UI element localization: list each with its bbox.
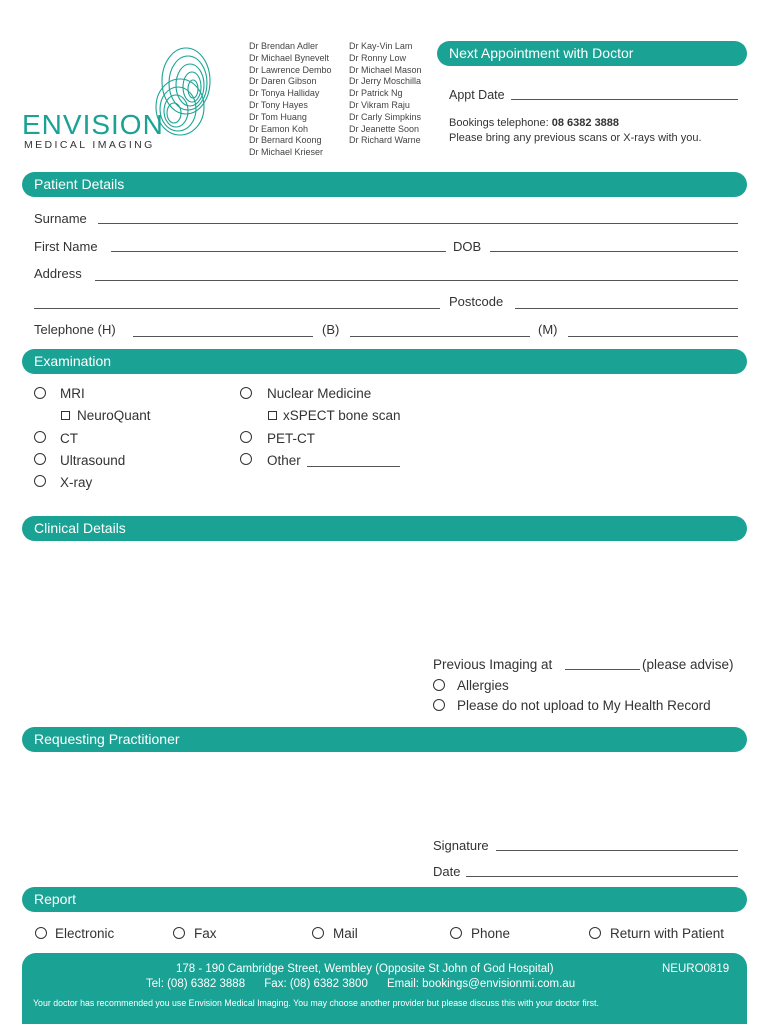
address-field-line1[interactable]	[95, 280, 738, 281]
previous-imaging-field[interactable]	[565, 669, 640, 670]
mri-radio[interactable]	[34, 387, 46, 399]
examination-header: Examination	[22, 349, 747, 374]
signature-label: Signature	[433, 838, 489, 853]
footer-form-code: NEURO0819	[662, 963, 730, 975]
report-phone-radio[interactable]	[450, 927, 462, 939]
pet-ct-radio[interactable]	[240, 431, 252, 443]
telephone-mobile-field[interactable]	[568, 336, 738, 337]
first-name-label: First Name	[34, 239, 98, 254]
telephone-business-label: (B)	[322, 322, 340, 337]
doctor-name: Dr Eamon Koh	[249, 123, 309, 134]
telephone-home-label: Telephone (H)	[34, 322, 116, 337]
appt-date-field[interactable]	[511, 99, 738, 100]
report-fax-radio[interactable]	[173, 927, 185, 939]
other-label: Other	[267, 453, 301, 468]
doctor-name: Dr Tony Hayes	[249, 99, 308, 110]
doctor-name: Dr Patrick Ng	[349, 88, 403, 99]
doctors-list-col2	[349, 41, 422, 147]
doctor-name: Dr Brendan Adler	[249, 41, 319, 51]
address-label: Address	[34, 266, 82, 281]
doctor-name: Dr Tom Huang	[249, 111, 307, 122]
report-mail-radio[interactable]	[312, 927, 324, 939]
neuroquant-label: NeuroQuant	[77, 408, 151, 423]
ultrasound-label: Ultrasound	[60, 453, 126, 468]
neuroquant-checkbox[interactable]	[61, 411, 70, 420]
footer-contact: Tel: (08) 6382 3888 Fax: (08) 6382 3800 Email: bookings@envisionmi.com.au	[146, 978, 576, 990]
postcode-field[interactable]	[515, 308, 738, 309]
doctor-name: Dr Jerry Moschilla	[349, 76, 422, 87]
date-label: Date	[433, 864, 461, 879]
allergies-label: Allergies	[457, 678, 509, 693]
bookings-label: Bookings telephone:	[449, 117, 549, 129]
logo-tagline: MEDICAL IMAGING	[24, 139, 155, 151]
footer-disclaimer: Your doctor has recommended you use Envision Medical Imaging. You may choose another provider but please discuss this with your doctor first.	[33, 998, 599, 1008]
xspect-label: xSPECT bone scan	[283, 408, 401, 423]
doctors-list-col1	[249, 41, 332, 159]
nuclear-medicine-radio[interactable]	[240, 387, 252, 399]
surname-field[interactable]	[98, 223, 738, 224]
telephone-business-field[interactable]	[350, 336, 530, 337]
doctor-name: Dr Jeanette Soon	[349, 123, 420, 134]
previous-imaging-label: Previous Imaging at	[433, 657, 553, 672]
report-electronic-label: Electronic	[55, 926, 115, 941]
dob-label: DOB	[453, 239, 482, 254]
patient-details-header: Patient Details	[22, 172, 747, 197]
requesting-practitioner-header: Requesting Practitioner	[22, 727, 747, 752]
doctor-name: Dr Vikram Raju	[349, 99, 410, 110]
ultrasound-radio[interactable]	[34, 453, 46, 465]
doctor-name: Dr Kay-Vin Lam	[349, 41, 413, 51]
doctor-name: Dr Daren Gibson	[249, 76, 317, 87]
doctor-name: Dr Michael Mason	[349, 64, 422, 75]
doctor-name: Dr Tonya Halliday	[249, 88, 320, 99]
footer-address: 178 - 190 Cambridge Street, Wembley (Opposite St John of God Hospital)	[176, 963, 554, 975]
bookings-line	[449, 117, 619, 129]
doctor-name: Dr Lawrence Dembo	[249, 64, 332, 75]
dob-field[interactable]	[490, 251, 738, 252]
xray-radio[interactable]	[34, 475, 46, 487]
doctor-name: Dr Ronny Low	[349, 52, 407, 63]
please-advise-label: (please advise)	[642, 657, 734, 672]
doctor-name: Dr Michael Krieser	[249, 147, 324, 158]
no-upload-label: Please do not upload to My Health Record	[457, 698, 711, 713]
other-field[interactable]	[307, 466, 400, 467]
report-header: Report	[22, 887, 747, 912]
telephone-home-field[interactable]	[133, 336, 313, 337]
doctor-name: Dr Richard Warne	[349, 135, 421, 146]
nuclear-medicine-label: Nuclear Medicine	[267, 386, 372, 401]
no-upload-radio[interactable]	[433, 699, 445, 711]
first-name-field[interactable]	[111, 251, 446, 252]
report-phone-label: Phone	[471, 926, 511, 941]
pet-ct-label: PET-CT	[267, 431, 316, 446]
report-return-radio[interactable]	[589, 927, 601, 939]
doctor-name: Dr Michael Bynevelt	[249, 52, 330, 63]
xspect-checkbox[interactable]	[268, 411, 277, 420]
ct-label: CT	[60, 431, 78, 446]
bookings-number: 08 6382 3888	[551, 117, 620, 129]
mri-label: MRI	[60, 386, 85, 401]
doctor-name: Dr Bernard Koong	[249, 135, 322, 146]
logo-wordmark: ENVISION	[22, 109, 164, 140]
appt-date-label: Appt Date	[449, 88, 505, 102]
surname-label: Surname	[34, 211, 87, 226]
date-field[interactable]	[466, 876, 738, 877]
next-appointment-header: Next Appointment with Doctor	[437, 41, 747, 66]
report-electronic-radio[interactable]	[35, 927, 47, 939]
signature-field[interactable]	[496, 850, 738, 851]
ct-radio[interactable]	[34, 431, 46, 443]
postcode-label: Postcode	[449, 294, 504, 309]
clinical-details-header: Clinical Details	[22, 516, 747, 541]
xray-label: X-ray	[60, 475, 93, 490]
telephone-mobile-label: (M)	[538, 322, 558, 337]
doctor-name: Dr Carly Simpkins	[349, 111, 422, 122]
allergies-radio[interactable]	[433, 679, 445, 691]
report-fax-label: Fax	[194, 926, 217, 941]
other-radio[interactable]	[240, 453, 252, 465]
report-mail-label: Mail	[333, 926, 358, 941]
address-field-line2[interactable]	[34, 308, 440, 309]
report-return-label: Return with Patient	[610, 926, 725, 941]
bring-scans-note: Please bring any previous scans or X-rays with you.	[449, 132, 702, 144]
